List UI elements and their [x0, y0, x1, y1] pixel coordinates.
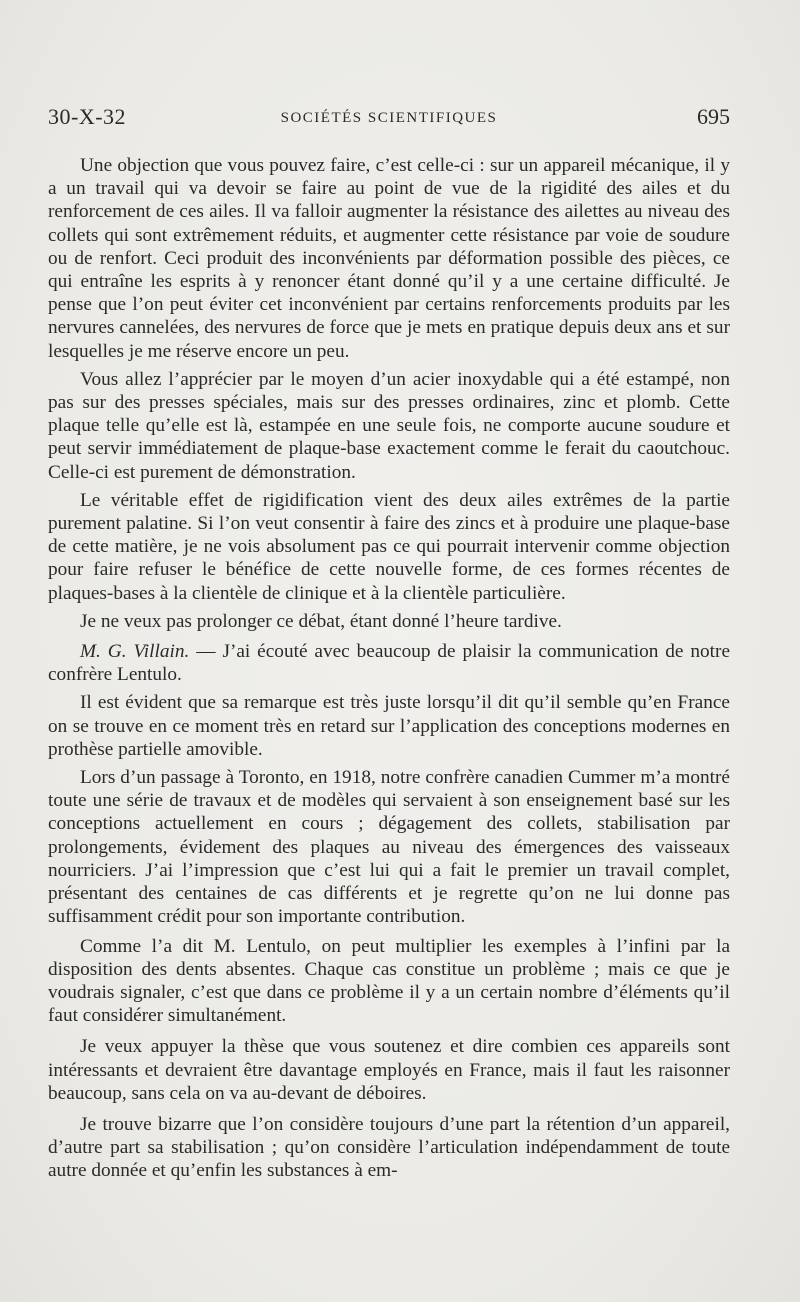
paragraph: Il est évident que sa remarque est très juste lorsqu’il dit qu’il semble qu’en France on se trouve en ce moment très en retard sur l’application des conceptions modernes en prothèse partielle amovible.: [48, 692, 730, 760]
speaker-text: J’ai écouté avec beaucoup de plaisir la communication de notre confrère Lentulo.: [48, 641, 731, 686]
running-header: [48, 104, 730, 134]
paragraph: Une objection que vous pouvez faire, c’est celle-ci : sur un appareil mécanique, il y a un travail qui va devoir se faire au point de vue de la rigidité des ailes et du renforcement de ces ailes. Il va falloir augmenter la résistance des ailettes au niveau des collets qui sont extrêmement réduits, et augmenter cette résistance par voie de soudure ou de renfort. Ceci produit des inconvénients par déformation possible des pièces, ce qui entraîne les esprits à y renoncer étant donné qu’il y a une certaine difficulté. Je pense que l’on peut éviter cet inconvénient par certains renforcements produits par les nervures cannelées, des nervures de force que je mets en pratique depuis deux ans et sur lesquelles je me réserve encore un peu.: [48, 155, 730, 362]
speaker-dash: —: [189, 641, 223, 663]
paragraph: Vous allez l’apprécier par le moyen d’un acier inoxydable qui a été estampé, non pas sur des presses spéciales, mais sur des presses ordinaires, zinc et plomb. Cette plaque telle qu’elle est là, estampée en une seule fois, ne comporte aucune soudure et peut servir immédiatement de plaque-base exactement comme le ferait du caoutchouc. Celle-ci est purement de démonstration.: [48, 368, 730, 483]
speaker-paragraph: [48, 640, 730, 686]
header-section-title: SOCIÉTÉS SCIENTIFIQUES: [280, 110, 498, 126]
paragraph: Comme l’a dit M. Lentulo, on peut multiplier les exemples à l’infini par la disposition des dents absentes. Chaque cas constitue un problème ; mais ce que je voudrais signaler, c’est que dans ce problème il y a un certain nombre d’éléments qu’il faut considérer simultanément.: [48, 935, 730, 1027]
speaker-name: M. G. Villain.: [80, 641, 190, 663]
body-text: [48, 154, 730, 1188]
paragraph: Lors d’un passage à Toronto, en 1918, notre confrère canadien Cummer m’a montré toute une série de travaux et de modèles qui servaient à son enseignement basé sur les conceptions actuellement en cours ; dégagement des collets, stabilisation par prolongements, évidement des plaques au niveau des émergences des vaisseaux nourriciers. J’ai l’impression que c’est lui qui a fait le premier un travail complet, présentant des centaines de cas différents et je regrette qu’on ne lui donne pas suffisamment crédit pour son importante contribution.: [48, 767, 730, 928]
page-number: 695: [697, 104, 730, 129]
paragraph: Le véritable effet de rigidification vient des deux ailes extrêmes de la partie purement palatine. Si l’on veut consentir à faire des zincs et à produire une plaque-base de cette matière, je ne vois absolument pas ce qui pourrait intervenir comme objection pour faire refuser le bénéfice de cette nouvelle forme, de ces formes récentes de plaques-bases à la clientèle de clinique et à la clientèle particulière.: [48, 489, 730, 604]
paragraph: Je trouve bizarre que l’on considère toujours d’une part la rétention d’un appareil, d’autre part sa stabilisation ; qu’on considère l’articulation indépendamment de toute autre donnée et qu’enfin les substances à em-: [48, 1113, 730, 1182]
paragraph: Je ne veux pas prolonger ce débat, étant donné l’heure tardive.: [80, 610, 562, 632]
paragraph: Je veux appuyer la thèse que vous soutenez et dire combien ces appareils sont intéressants et devraient être davantage employés en France, mais il faut les raisonner beaucoup, sans cela on va au-devant de déboires.: [48, 1036, 730, 1104]
header-date: 30-X-32: [48, 104, 127, 129]
